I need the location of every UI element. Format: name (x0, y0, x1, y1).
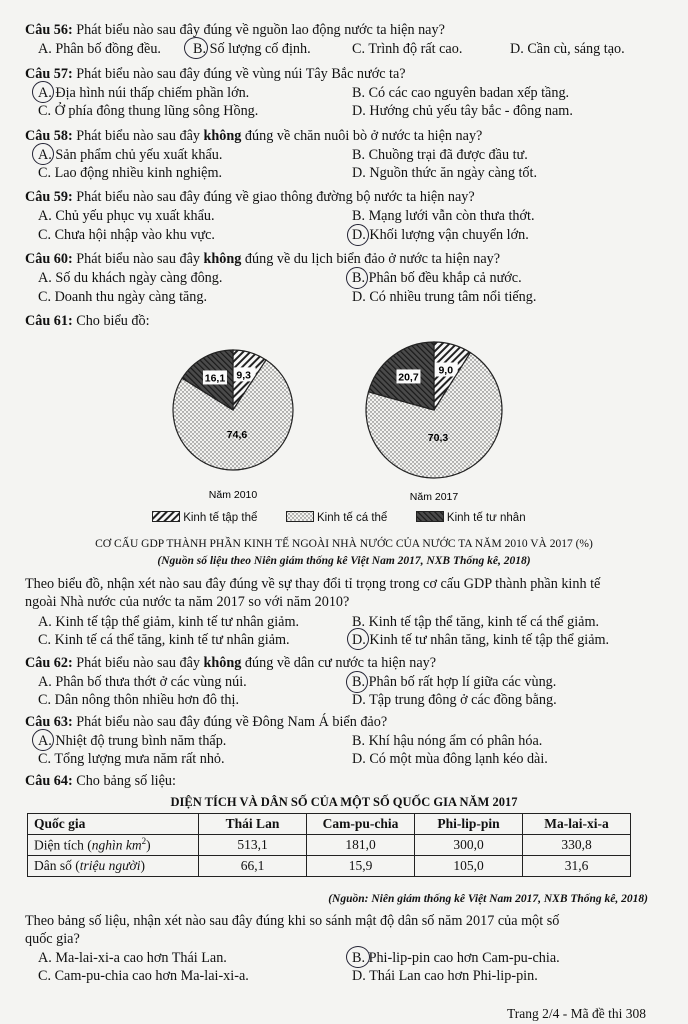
q57-option-d[interactable]: D. Hướng chủ yếu tây bắc - đông nam. (352, 103, 573, 119)
table-cell: 181,0 (307, 835, 415, 856)
table-header-cell: Cam-pu-chia (307, 814, 415, 835)
q56-option-b[interactable]: B. Số lượng cố định. (193, 41, 311, 57)
q63-option-c[interactable]: C. Tổng lượng mưa năm rất nhỏ. (38, 751, 225, 767)
q64-option-d[interactable]: D. Thái Lan cao hơn Phi-lip-pin. (352, 968, 538, 984)
answer-mark-circle (347, 628, 369, 650)
q61-question-line2: ngoài Nhà nước của nước ta năm 2017 so với năm 2010? (25, 594, 350, 610)
q62-option-c[interactable]: C. Dân nông thôn nhiều hơn đô thị. (38, 692, 239, 708)
table-cell: 105,0 (415, 856, 523, 877)
table-row-label: Dân số (triệu người) (28, 856, 199, 877)
table-cell: 66,1 (199, 856, 307, 877)
answer-mark-circle (346, 267, 368, 289)
legend-swatch-individual (286, 511, 314, 522)
q58-option-d[interactable]: D. Nguồn thức ăn ngày càng tốt. (352, 165, 537, 181)
question-64-stem: Câu 64: Cho bảng số liệu: (25, 773, 176, 789)
table-row (28, 835, 631, 856)
table-header-cell: Ma-lai-xi-a (523, 814, 631, 835)
data-table (27, 813, 631, 877)
table-cell: 300,0 (415, 835, 523, 856)
q59-option-d[interactable]: D. Khối lượng vận chuyển lớn. (352, 227, 529, 243)
q64-question-line2: quốc gia? (25, 931, 80, 947)
chart-legend (152, 511, 526, 524)
pie-charts (0, 325, 688, 535)
q57-option-a[interactable]: A. Địa hình núi thấp chiếm phần lớn. (38, 85, 250, 101)
question-63-stem: Câu 63: Phát biểu nào sau đây đúng về Đông Nam Á biển đảo? (25, 714, 388, 730)
table-cell: 330,8 (523, 835, 631, 856)
q62-option-d[interactable]: D. Tập trung đông ở các đồng bằng. (352, 692, 557, 708)
table-source: (Nguồn: Niên giám thống kê Việt Nam 2017, NXB Thống kê, 2018) (328, 893, 648, 905)
legend-label-individual: Kinh tế cá thể (316, 512, 388, 524)
legend-label-collective: Kinh tế tập thể (183, 512, 258, 524)
question-57-stem: Câu 57: Phát biểu nào sau đây đúng về vùng núi Tây Bắc nước ta? (25, 66, 406, 82)
q61-question-line1: Theo biểu đồ, nhận xét nào sau đây đúng về sự thay đổi tỉ trọng trong cơ cấu GDP thành phần kinh tế (25, 576, 601, 592)
q64-option-c[interactable]: C. Cam-pu-chia cao hơn Ma-lai-xi-a. (38, 968, 249, 984)
table-header-cell: Thái Lan (199, 814, 307, 835)
data-label-private: 20,7 (398, 371, 419, 384)
q59-option-c[interactable]: C. Chưa hội nhập vào khu vực. (38, 227, 215, 243)
table-header-cell: Phi-lip-pin (415, 814, 523, 835)
q64-option-a[interactable]: A. Ma-lai-xi-a cao hơn Thái Lan. (38, 950, 227, 966)
q61-option-c[interactable]: C. Kinh tế cá thể tăng, kinh tế tư nhân giảm. (38, 632, 290, 648)
legend-label-private: Kinh tế tư nhân (446, 512, 526, 524)
q60-option-a[interactable]: A. Số du khách ngày càng đông. (38, 270, 223, 286)
page-footer: Trang 2/4 - Mã đề thi 308 (507, 1006, 646, 1021)
answer-mark-circle (346, 946, 370, 968)
answer-mark-circle (32, 81, 54, 103)
q57-option-b[interactable]: B. Có các cao nguyên badan xếp tầng. (352, 85, 570, 101)
pie-year-label: Năm 2017 (409, 491, 459, 503)
pie-year-label: Năm 2010 (208, 489, 258, 501)
table-cell: 513,1 (199, 835, 307, 856)
q60-option-c[interactable]: C. Doanh thu ngày càng tăng. (38, 289, 208, 305)
q61-option-d[interactable]: D. Kinh tế tư nhân tăng, kinh tế tập thể giảm. (352, 632, 610, 648)
q61-option-b[interactable]: B. Kinh tế tập thể tăng, kinh tế cá thể giảm. (352, 614, 600, 630)
data-label-collective: 9,0 (438, 364, 454, 377)
question-62-stem: Câu 62: Phát biểu nào sau đây không đúng về dân cư nước ta hiện nay? (25, 655, 437, 671)
q63-option-d[interactable]: D. Có một mùa đông lạnh kéo dài. (352, 751, 548, 767)
q58-option-a[interactable]: A. Sản phẩm chủ yếu xuất khẩu. (38, 147, 223, 163)
question-61-stem: Câu 61: Cho biểu đồ: (25, 313, 150, 329)
question-59-stem: Câu 59: Phát biểu nào sau đây đúng về giao thông đường bộ nước ta hiện nay? (25, 189, 475, 205)
table-cell: 15,9 (307, 856, 415, 877)
q63-option-a[interactable]: A. Nhiệt độ trung bình năm thấp. (38, 733, 227, 749)
data-label-individual: 74,6 (226, 429, 248, 441)
question-56-stem: Câu 56: Phát biểu nào sau đây đúng về nguồn lao động nước ta hiện nay? (25, 22, 445, 38)
q60-option-b[interactable]: B. Phân bố đều khắp cả nước. (352, 270, 522, 286)
q56-option-a[interactable]: A. Phân bố đồng đều. (38, 41, 161, 57)
question-58-stem: Câu 58: Phát biểu nào sau đây không đúng về chăn nuôi bò ở nước ta hiện nay? (25, 128, 483, 144)
q62-option-a[interactable]: A. Phân bố thưa thớt ở các vùng núi. (38, 674, 247, 690)
question-60-stem: Câu 60: Phát biểu nào sau đây không đúng về du lịch biển đảo ở nước ta hiện nay? (25, 251, 501, 267)
table-row (28, 856, 631, 877)
q63-option-b[interactable]: B. Khí hậu nóng ẩm có phân hóa. (352, 733, 543, 749)
data-label-individual: 70,3 (427, 432, 449, 445)
chart-title: CƠ CẤU GDP THÀNH PHẦN KINH TẾ NGOÀI NHÀ NƯỚC CỦA NƯỚC TA NĂM 2010 VÀ 2017 (%) (95, 538, 593, 550)
q58-option-c[interactable]: C. Lao động nhiều kinh nghiệm. (38, 165, 223, 181)
q64-option-b[interactable]: B. Phi-lip-pin cao hơn Cam-pu-chia. (352, 950, 560, 966)
answer-mark-circle (32, 729, 54, 751)
table-header-cell: Quốc gia (28, 814, 199, 835)
q64-question-line1: Theo bảng số liệu, nhận xét nào sau đây đúng khi so sánh mật độ dân số năm 2017 của một số (25, 913, 560, 929)
legend-swatch-collective (152, 511, 180, 522)
table-cell: 31,6 (523, 856, 631, 877)
q62-option-b[interactable]: B. Phân bố rất hợp lí giữa các vùng. (352, 674, 557, 690)
legend-swatch-private (416, 511, 444, 522)
q61-option-a[interactable]: A. Kinh tế tập thể giảm, kinh tế tư nhân giảm. (38, 614, 300, 630)
q60-option-d[interactable]: D. Có nhiều trung tâm nổi tiếng. (352, 289, 537, 305)
q58-option-b[interactable]: B. Chuồng trại đã được đầu tư. (352, 147, 528, 163)
q57-option-c[interactable]: C. Ở phía đông thung lũng sông Hồng. (38, 103, 259, 119)
table-row-label: Diện tích (nghìn $km^2$) (28, 835, 199, 856)
chart-source: (Nguồn số liệu theo Niên giám thống kê Việt Nam 2017, NXB Thống kê, 2018) (157, 555, 531, 567)
table-title: DIỆN TÍCH VÀ DÂN SỐ CỦA MỘT SỐ QUỐC GIA NĂM 2017 (170, 795, 518, 809)
answer-mark-circle (346, 671, 368, 693)
answer-mark-circle (347, 224, 369, 246)
table-header-row (28, 814, 631, 835)
answer-mark-circle (32, 143, 54, 165)
q59-option-b[interactable]: B. Mạng lưới vẫn còn thưa thớt. (352, 208, 535, 224)
q59-option-a[interactable]: A. Chủ yếu phục vụ xuất khẩu. (38, 208, 215, 224)
q56-option-c[interactable]: C. Trình độ rất cao. (352, 41, 463, 57)
data-label-private: 16,1 (204, 372, 226, 385)
answer-mark-circle (184, 37, 208, 59)
q56-option-d[interactable]: D. Cần cù, sáng tạo. (510, 41, 625, 57)
data-label-collective: 9,3 (236, 369, 252, 382)
